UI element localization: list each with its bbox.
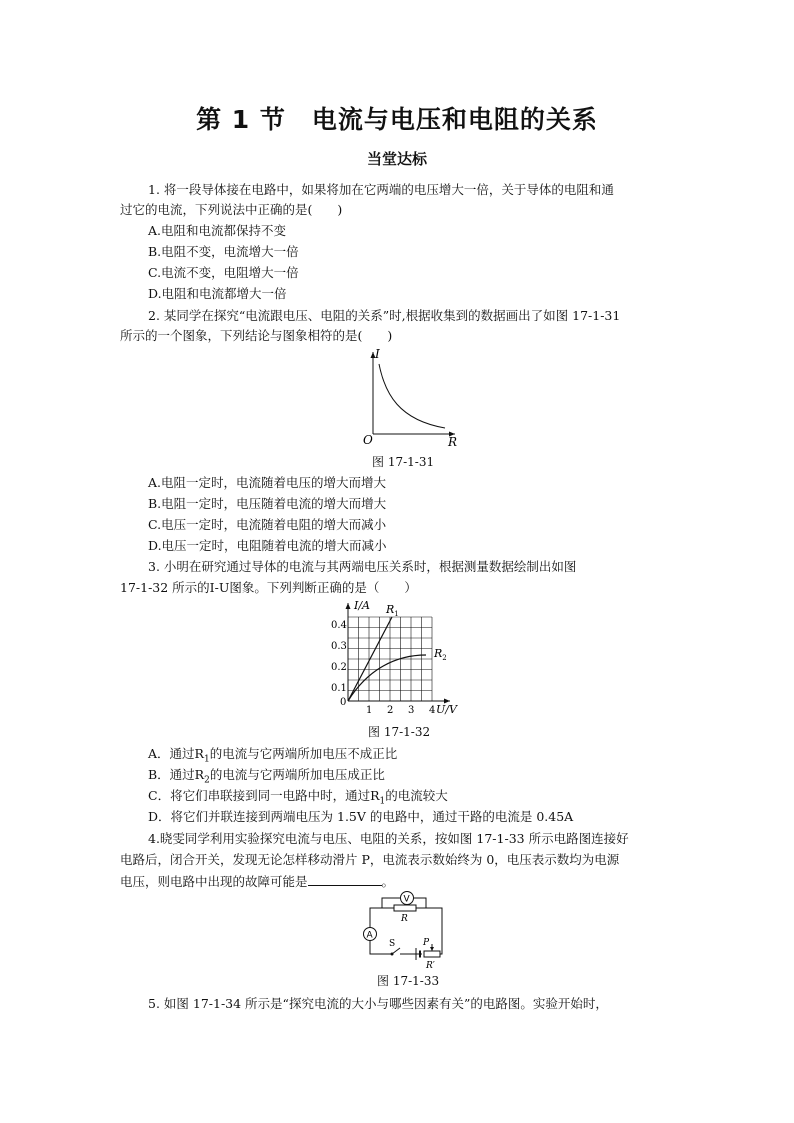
q1-option-a: A.电阻和电流都保持不变 — [148, 223, 287, 238]
r1-label: $R_1$ — [386, 603, 399, 618]
figure-17-1-32 — [326, 597, 466, 719]
q2-option-b: B.电阻一定时，电压随着电流的增大而增大 — [148, 496, 387, 511]
figure-17-1-33-circuit — [356, 888, 452, 970]
q2-stem-line1: 2. 某同学在探究“电流跟电压、电阻的关系”时,根据收集到的数据画出了如图 17-1-31 — [148, 308, 621, 323]
q4-stem-line1: 4.晓雯同学利用实验探究电流与电压、电阻的关系，按如图 17-1-33 所示电路图连接好 — [148, 831, 629, 846]
slider-label: P — [423, 938, 430, 948]
q5-stem-line1: 5. 如图 17-1-34 所示是“探究电流的大小与哪些因素有关”的电路图。实验开始时， — [148, 996, 608, 1011]
switch-pivot-icon — [391, 953, 394, 956]
q1-option-d: D.电阻和电流都增大一倍 — [148, 286, 287, 301]
q3-option-a: A．通过$R_1$的电流与它两端所加电压不成正比 — [148, 746, 398, 765]
q4-stem-line2: 电路后，闭合开关，发现无论怎样移动滑片 P，电流表示数始终为 0，电压表示数均为电源 — [120, 852, 620, 867]
section-subtitle: 当堂达标 — [366, 150, 427, 168]
bottom-right-wire — [440, 930, 442, 954]
page-title: 第 1 节 电流与电压和电阻的关系 — [196, 105, 598, 134]
y-tick-label: 0.4 — [331, 620, 347, 631]
y-axis-arrow-icon — [346, 603, 351, 609]
origin-label: O — [363, 433, 373, 447]
ammeter-label: A — [366, 930, 373, 941]
rheostat-label: R′ — [426, 961, 435, 970]
y-tick-label: 0.2 — [331, 662, 347, 673]
figure-caption: 图 17-1-33 — [377, 974, 440, 988]
q1-option-b: B.电阻不变，电流增大一倍 — [148, 244, 299, 259]
y-axis-label: I/A — [354, 599, 370, 612]
q2-option-c: C.电压一定时，电流随着电阻的增大而减小 — [148, 517, 387, 532]
y-tick-label: 0.1 — [331, 683, 347, 694]
q3-stem-line2: 17-1-32 所示的I-U图象。下列判断正确的是（ ） — [120, 580, 417, 595]
q1-stem-line1: 1. 将一段导体接在电路中，如果将加在它两端的电压增大一倍，关于导体的电阻和通 — [148, 182, 614, 197]
slider-arrowhead-icon — [430, 947, 434, 951]
switch-label: S — [389, 939, 396, 949]
q2-option-d: D.电压一定时，电阻随着电流的增大而减小 — [148, 538, 387, 553]
q3-stem-line1: 3. 小明在研究通过导体的电流与其两端电压关系时，根据测量数据绘制出如图 — [148, 559, 577, 574]
x-axis-label: R — [448, 435, 458, 449]
resistor-r-label: R — [401, 914, 408, 924]
q3-option-d: D．将它们并联连接到两端电压为 1.5V 的电路中，通过干路的电流是 0.45A — [148, 809, 574, 824]
origin-label: 0 — [340, 697, 347, 708]
voltmeter-label: V — [403, 894, 410, 905]
q2-stem-line2: 所示的一个图象，下列结论与图象相符的是( ) — [120, 328, 393, 343]
x-tick-label: 4 — [429, 705, 436, 716]
resistor-r-icon — [394, 905, 416, 911]
rheostat-icon — [424, 951, 440, 957]
q3-option-b: B．通过$R_2$的电流与它两端所加电压成正比 — [148, 767, 385, 786]
answer-blank — [308, 871, 382, 886]
x-tick-label: 3 — [408, 705, 415, 716]
x-axis-label: U/V — [436, 703, 457, 716]
x-tick-label: 1 — [366, 705, 373, 716]
q2-option-a: A.电阻一定时，电流随着电压的增大而增大 — [148, 475, 387, 490]
q3-option-c: C．将它们串联接到同一电路中时，通过$R_1$的电流较大 — [148, 788, 448, 807]
figure-caption: 图 17-1-31 — [372, 455, 435, 469]
q1-option-c: C.电流不变，电阻增大一倍 — [148, 265, 299, 280]
y-axis-label: I — [375, 347, 380, 361]
figure-17-1-31 — [355, 346, 465, 450]
q4-stem-line3: 电压，则电路中出现的故障可能是 。 — [120, 871, 680, 892]
q1-stem-line2: 过它的电流，下列说法中正确的是( ) — [120, 202, 343, 217]
grid — [348, 617, 432, 701]
y-tick-label: 0.3 — [331, 641, 347, 652]
x-tick-label: 2 — [387, 705, 394, 716]
inverse-curve — [379, 364, 445, 428]
r2-label: $R_2$ — [434, 647, 447, 662]
figure-caption: 图 17-1-32 — [368, 725, 431, 739]
